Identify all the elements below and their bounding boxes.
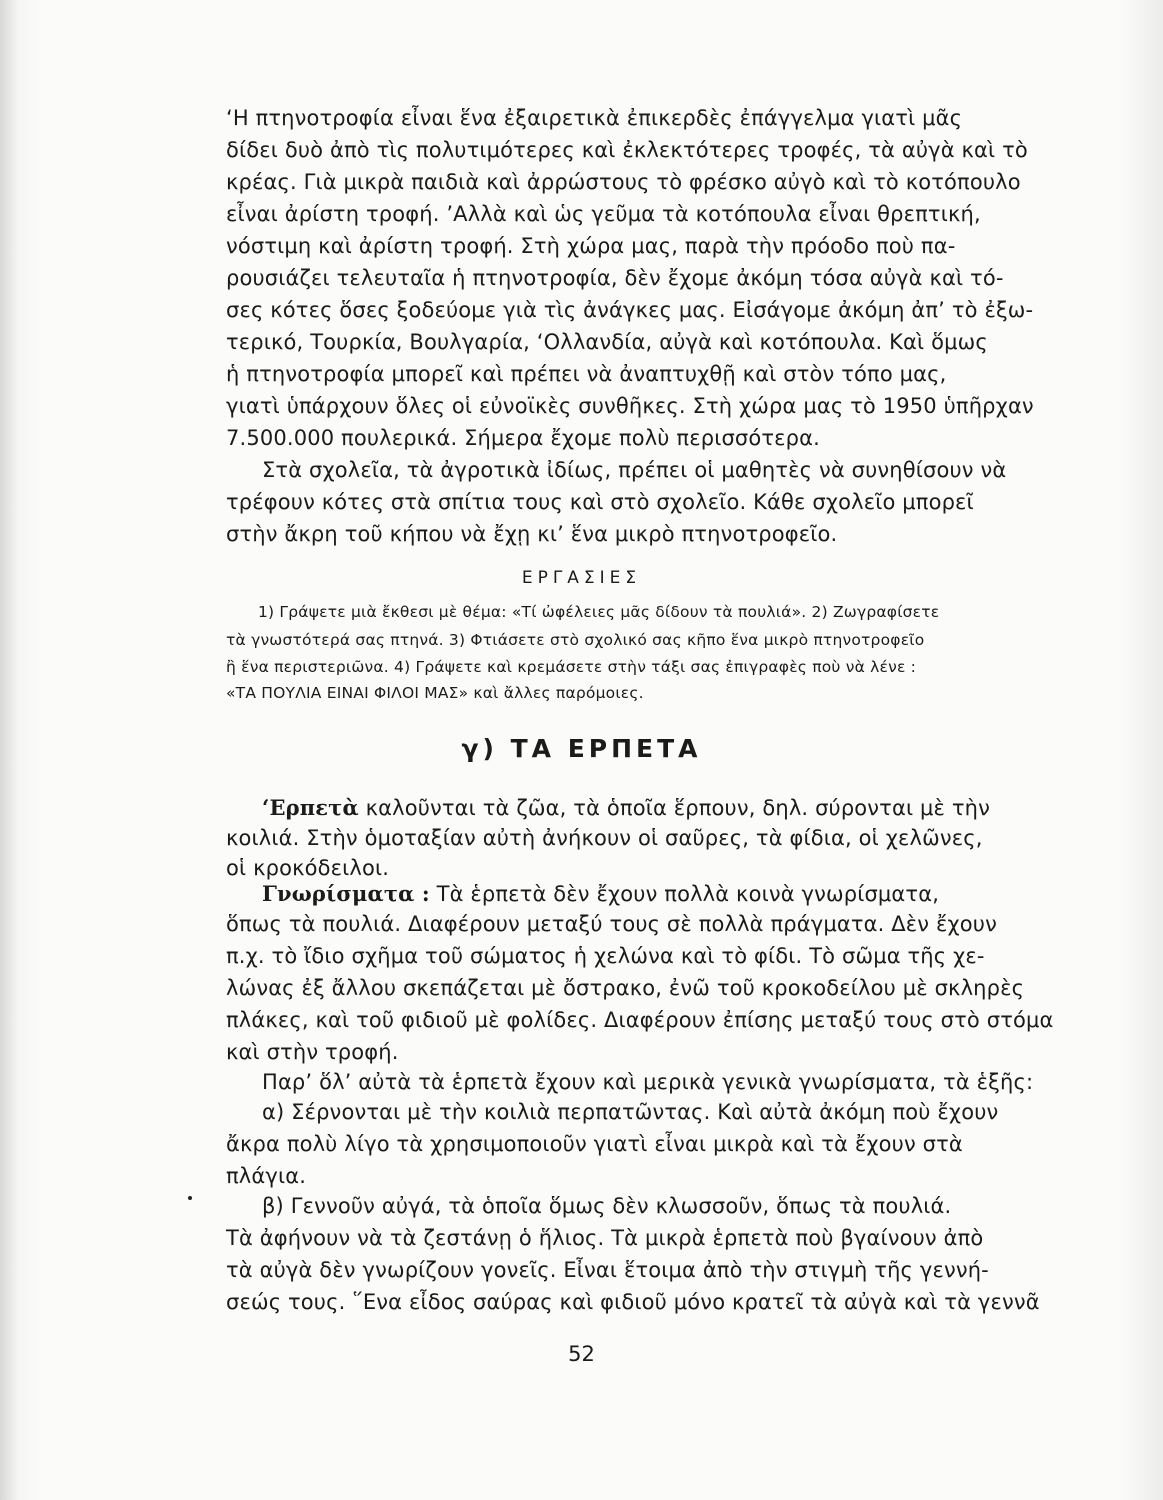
text-line: β) Γεννοῦν αὐγά, τὰ ὁποῖα ὅμως δὲν κλωσσοῦν, ὅπως τὰ πουλιά. — [262, 1194, 952, 1218]
text-line: ρουσιάζει τελευταῖα ἡ πτηνοτροφία, δὲν ἔχομε ἀκόμη τόσα αὐγὰ καὶ τό- — [226, 266, 1004, 290]
exercise-line: «ΤΑ ΠΟΥΛΙΑ ΕΙΝΑΙ ΦΙΛΟΙ ΜΑΣ» καὶ ἄλλες παρόμοιες. — [226, 684, 644, 702]
text-line: σεώς τους. ῞Ενα εἶδος σαύρας καὶ φιδιοῦ μόνο κρατεῖ τὰ αὐγὰ καὶ τὰ γεννᾶ — [226, 1290, 1040, 1314]
text-line: εἶναι ἀρίστη τροφή. ’Αλλὰ καὶ ὡς γεῦμα τὰ κοτόπουλα εἶναι θρεπτική, — [226, 202, 981, 226]
text-line — [262, 878, 939, 910]
text-line: ὅπως τὰ πουλιά. Διαφέρουν μεταξύ τους σὲ πολλὰ πράγματα. Δὲν ἔχουν — [226, 912, 997, 936]
text-line: τὰ αὐγὰ δὲν γνωρίζουν γονεῖς. Εἶναι ἕτοιμα ἀπὸ τὴν στιγμὴ τῆς γεννή- — [226, 1258, 989, 1282]
text-line: δίδει δυὸ ἀπὸ τὶς πολυτιμότερες καὶ ἐκλεκτότερες τροφές, τὰ αὐγὰ καὶ τὸ — [226, 138, 1028, 162]
text-run: καλοῦνται τὰ ζῶα, τὰ ὁποῖα ἕρπουν, δηλ. σύρονται μὲ τὴν — [365, 796, 991, 820]
text-line: Παρ’ ὅλ’ αὐτὰ τὰ ἑρπετὰ ἔχουν καὶ μερικὰ γενικὰ γνωρίσματα, τὰ ἑξῆς: — [262, 1070, 1034, 1094]
text-line — [262, 792, 990, 824]
text-line: οἱ κροκόδειλοι. — [226, 856, 390, 880]
text-line: πλάγια. — [226, 1164, 307, 1188]
text-line: κοιλιά. Στὴν ὁμοταξίαν αὐτὴ ἀνήκουν οἱ σαῦρες, τὰ φίδια, οἱ χελῶνες, — [226, 826, 983, 850]
text-line: ‘Η πτηνοτροφία εἶναι ἕνα ἐξαιρετικὰ ἐπικερδὲς ἐπάγγελμα γιατὶ μᾶς — [226, 106, 963, 130]
term-characteristics: Γνωρίσματα : — [262, 881, 430, 906]
text-line: τρέφουν κότες στὰ σπίτια τους καὶ στὸ σχολεῖο. Κάθε σχολεῖο μπορεῖ — [226, 490, 974, 514]
scan-speck — [188, 1196, 192, 1200]
text-line: 7.500.000 πουλερικά. Σήμερα ἔχομε πολὺ περισσότερα. — [226, 426, 820, 450]
text-line: α) Σέρνονται μὲ τὴν κοιλιὰ περπατῶντας. Καὶ αὐτὰ ἀκόμη ποὺ ἔχουν — [262, 1100, 999, 1124]
text-line: νόστιμη καὶ ἀρίστη τροφή. Στὴ χώρα μας, παρὰ τὴν πρόοδο ποὺ πα- — [226, 234, 956, 258]
exercise-line: τὰ γνωστότερά σας πτηνά. 3) Φτιάσετε στὸ σχολικό σας κῆπο ἕνα μικρὸ πτηνοτροφεῖο — [226, 631, 925, 649]
text-run: Τὰ ἑρπετὰ δὲν ἔχουν πολλὰ κοινὰ γνωρίσματα, — [436, 882, 940, 906]
exercises-heading: ΕΡΓΑΣΙΕΣ — [521, 568, 642, 588]
text-line: καὶ στὴν τροφή. — [226, 1040, 399, 1064]
text-line: γιατὶ ὑπάρχουν ὅλες οἱ εὐνοϊκὲς συνθῆκες. Στὴ χώρα μας τὸ 1950 ὑπῆρχαν — [226, 394, 1034, 418]
exercise-line: 1) Γράψετε μιὰ ἔκθεσι μὲ θέμα: «Τί ὠφέλειες μᾶς δίδουν τὰ πουλιά». 2) Ζωγραφίσετε — [258, 603, 940, 621]
text-line: κρέας. Γιὰ μικρὰ παιδιὰ καὶ ἀρρώστους τὸ φρέσκο αὐγὸ καὶ τὸ κοτόπουλο — [226, 170, 1021, 194]
page-number: 52 — [568, 1342, 595, 1366]
text-line: Στὰ σχολεῖα, τὰ ἀγροτικὰ ἰδίως, πρέπει οἱ μαθητὲς νὰ συνηθίσουν νὰ — [262, 458, 1007, 482]
text-line: ἄκρα πολὺ λίγο τὰ χρησιμοποιοῦν γιατὶ εἶναι μικρὰ καὶ τὰ ἔχουν στὰ — [226, 1132, 963, 1156]
text-line: π.χ. τὸ ἴδιο σχῆμα τοῦ σώματος ἡ χελώνα καὶ τὸ φίδι. Τὸ σῶμα τῆς χε- — [226, 944, 985, 968]
text-line: σες κότες ὅσες ξοδεύομε γιὰ τὶς ἀνάγκες μας. Εἰσάγομε ἀκόμη ἀπ’ τὸ ἐξω- — [226, 298, 1034, 322]
text-line: στὴν ἄκρη τοῦ κήπου νὰ ἔχῃ κι’ ἕνα μικρὸ πτηνοτροφεῖο. — [226, 522, 838, 546]
exercise-line: ἢ ἕνα περιστεριῶνα. 4) Γράψετε καὶ κρεμάσετε στὴν τάξι σας ἐπιγραφὲς ποὺ νὰ λένε : — [226, 658, 917, 676]
text-line: τερικό, Τουρκία, Βουλγαρία, ‘Ολλανδία, αὐγὰ καὶ κοτόπουλα. Καὶ ὅμως — [226, 330, 988, 354]
section-title: γ) ΤΑ ΕΡΠΕΤΑ — [461, 734, 702, 763]
text-line: ἡ πτηνοτροφία μπορεῖ καὶ πρέπει νὰ ἀναπτυχθῇ καὶ στὸν τόπο μας, — [226, 362, 947, 386]
term-reptiles: ‘Ερπετὰ — [262, 795, 359, 820]
text-line: λώνας ἐξ ἄλλου σκεπάζεται μὲ ὄστρακο, ἐνῶ τοῦ κροκοδείλου μὲ σκληρὲς — [226, 976, 1025, 1000]
text-line: Τὰ ἀφήνουν νὰ τὰ ζεστάνῃ ὁ ἥλιος. Τὰ μικρὰ ἑρπετὰ ποὺ βγαίνουν ἀπὸ — [226, 1226, 984, 1250]
text-line: πλάκες, καὶ τοῦ φιδιοῦ μὲ φολίδες. Διαφέρουν ἐπίσης μεταξύ τους στὸ στόμα — [226, 1008, 1054, 1032]
